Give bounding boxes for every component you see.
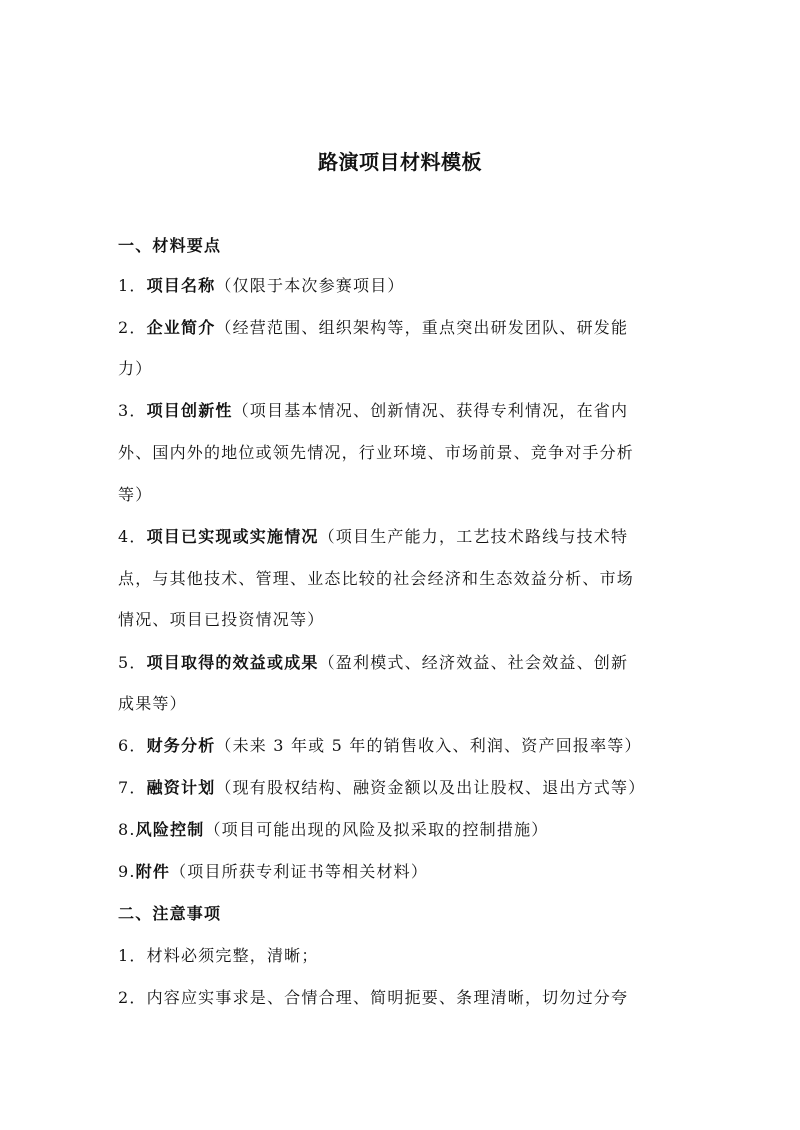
item-text: （盈利模式、经济效益、社会效益、创新 (318, 653, 629, 672)
item-text: （仅限于本次参赛项目） (215, 276, 405, 295)
item-keyword: 项目创新性 (146, 401, 233, 420)
list-item-financing-plan (118, 778, 698, 798)
item-text: （项目可能出现的风险及拟采取的控制措施） (204, 820, 549, 839)
section-heading-notes: 二、注意事项 (118, 904, 222, 923)
item-keyword: 财务分析 (146, 736, 216, 755)
list-item-innovation (118, 401, 698, 421)
item-text: （现有股权结构、融资金额以及出让股权、退出方式等） (215, 778, 646, 797)
note-item: 2．内容应实事求是、合情合理、简明扼要、条理清晰，切勿过分夸 (118, 988, 629, 1007)
item-number: 6． (118, 736, 147, 755)
item-number: 2． (118, 318, 147, 337)
list-item-attachments (118, 862, 698, 882)
list-item-implementation (118, 527, 698, 547)
list-item-benefits (118, 653, 698, 673)
item-number: 8. (118, 820, 136, 839)
page-title: 路演项目材料模板 (318, 150, 482, 174)
item-text: （项目所获专利证书等相关材料） (170, 862, 429, 881)
item-keyword: 项目名称 (146, 276, 216, 295)
section-heading-materials: 一、材料要点 (118, 236, 222, 255)
list-item-company-intro (118, 318, 698, 338)
list-item-financial-analysis (118, 736, 698, 756)
item-keyword: 融资计划 (146, 778, 216, 797)
item-keyword: 附件 (135, 862, 171, 881)
item-number: 5． (118, 653, 147, 672)
item-number: 1． (118, 276, 147, 295)
item-number: 3． (118, 401, 147, 420)
item-text-continuation: 情况、项目已投资情况等） (118, 610, 325, 629)
item-keyword: 项目已实现或实施情况 (146, 527, 319, 546)
item-text-continuation: 外、国内外的地位或领先情况，行业环境、市场前景、竞争对手分析 (118, 443, 635, 462)
item-text: （经营范围、组织架构等，重点突出研发团队、研发能 (215, 318, 629, 337)
list-item-project-name (118, 276, 698, 296)
item-keyword: 项目取得的效益或成果 (146, 653, 319, 672)
item-keyword: 企业简介 (146, 318, 216, 337)
item-number: 4． (118, 527, 147, 546)
item-number: 9. (118, 862, 136, 881)
note-item: 1．材料必须完整，清晰； (118, 946, 319, 965)
item-text: （项目生产能力，工艺技术路线与技术特 (318, 527, 629, 546)
item-text-continuation: 等） (118, 485, 153, 504)
item-keyword: 风险控制 (135, 820, 205, 839)
item-number: 7． (118, 778, 147, 797)
item-text: （项目基本情况、创新情况、获得专利情况，在省内 (232, 401, 629, 420)
item-text: （未来 3 年或 5 年的销售收入、利润、资产回报率等） (215, 736, 642, 755)
item-text-continuation: 力） (118, 359, 153, 378)
item-text-continuation: 成果等） (118, 694, 187, 713)
list-item-risk-control (118, 820, 698, 840)
item-text-continuation: 点，与其他技术、管理、业态比较的社会经济和生态效益分析、市场 (118, 569, 635, 588)
